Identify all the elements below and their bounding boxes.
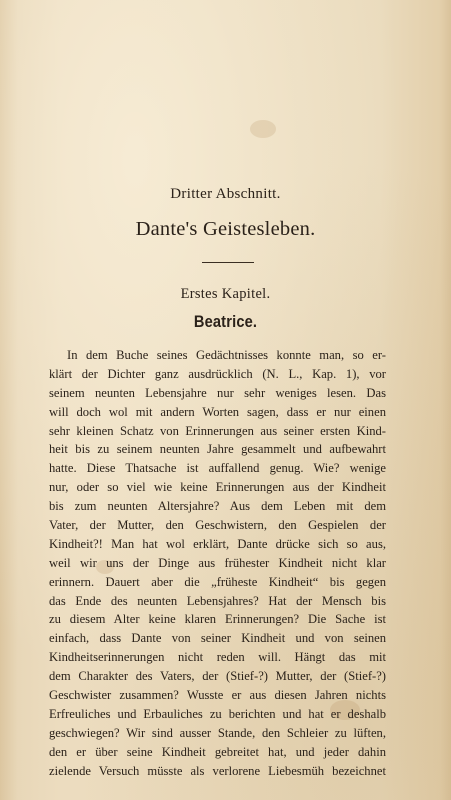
- text-line: bis zum neunten Altersjahre? Aus dem Leben mit dem: [49, 499, 386, 514]
- text-line: weil wir uns der Dinge aus frühester Kindheit nicht klar: [49, 555, 386, 570]
- text-line: Kindheit?! Man hat wol erklärt, Dante drücke sich so aus,: [49, 536, 386, 551]
- text-line: hatte. Diese Thatsache ist auffallend genug. Wie? wenige: [49, 461, 386, 476]
- text-line: klärt der Dichter ganz ausdrücklich (N. L., Kap. 1), vor: [49, 366, 386, 381]
- text-line: geschwiegen? Wir sind ausser Stande, den Schleier zu lüften,: [49, 725, 386, 740]
- text-line: erinnern. Dauert aber die „früheste Kindheit“ bis gegen: [49, 574, 386, 589]
- text-line: sehr kleinen Schatz von Erinnerungen aus seiner ersten Kind-: [49, 423, 386, 438]
- text-line: das Ende des neunten Lebensjahres? Hat der Mensch bis: [49, 593, 386, 608]
- text-line: den er über seine Kindheit gebreitet hat, und jeder dahin: [49, 744, 386, 759]
- text-line: zu diesem Alter keine klaren Erinnerungen? Die Sache ist: [49, 612, 386, 627]
- paper-stain: [250, 120, 276, 138]
- text-line: Vater, der Mutter, den Geschwistern, den Gespielen der: [49, 518, 386, 533]
- text-line: Geschwister zusammen? Wusste er aus diesen Jahren nichts: [49, 688, 386, 703]
- part-title: Dante's Geistesleben.: [135, 218, 316, 240]
- title-divider: [202, 262, 254, 263]
- text-line: dem Charakter des Vaters, der (Stief-?) Mutter, der (Stief-?): [49, 669, 386, 684]
- text-line: zielende Versuch müsste als verlorene Liebesmüh bezeichnet: [49, 763, 386, 778]
- body-paragraph: [49, 346, 386, 780]
- chapter-title: Beatrice.: [193, 312, 258, 331]
- text-line: nur, oder so viel wie keine Erinnerungen aus der Kindheit: [49, 480, 386, 495]
- text-line: will doch wol mit andern Worten sagen, dass er nur einen: [49, 404, 386, 419]
- text-line: In dem Buche seines Gedächtnisses konnte man, so er-: [67, 348, 386, 362]
- text-line: Kindheitserinnerungen nicht reden will. Hängt das mit: [49, 650, 386, 665]
- section-heading: Dritter Abschnitt.: [170, 186, 281, 202]
- text-line: einfach, dass Dante von seiner Kindheit und von seinen: [49, 631, 386, 646]
- text-line: seinem neunten Lebensjahre nur sehr weniges lesen. Das: [49, 385, 386, 400]
- text-line: heit bis zu seinem neunten Jahre gesammelt und aufbewahrt: [49, 442, 386, 457]
- text-line: Erfreuliches und Erbauliches zu berichten und hat er deshalb: [49, 706, 386, 721]
- chapter-heading: Erstes Kapitel.: [180, 286, 271, 302]
